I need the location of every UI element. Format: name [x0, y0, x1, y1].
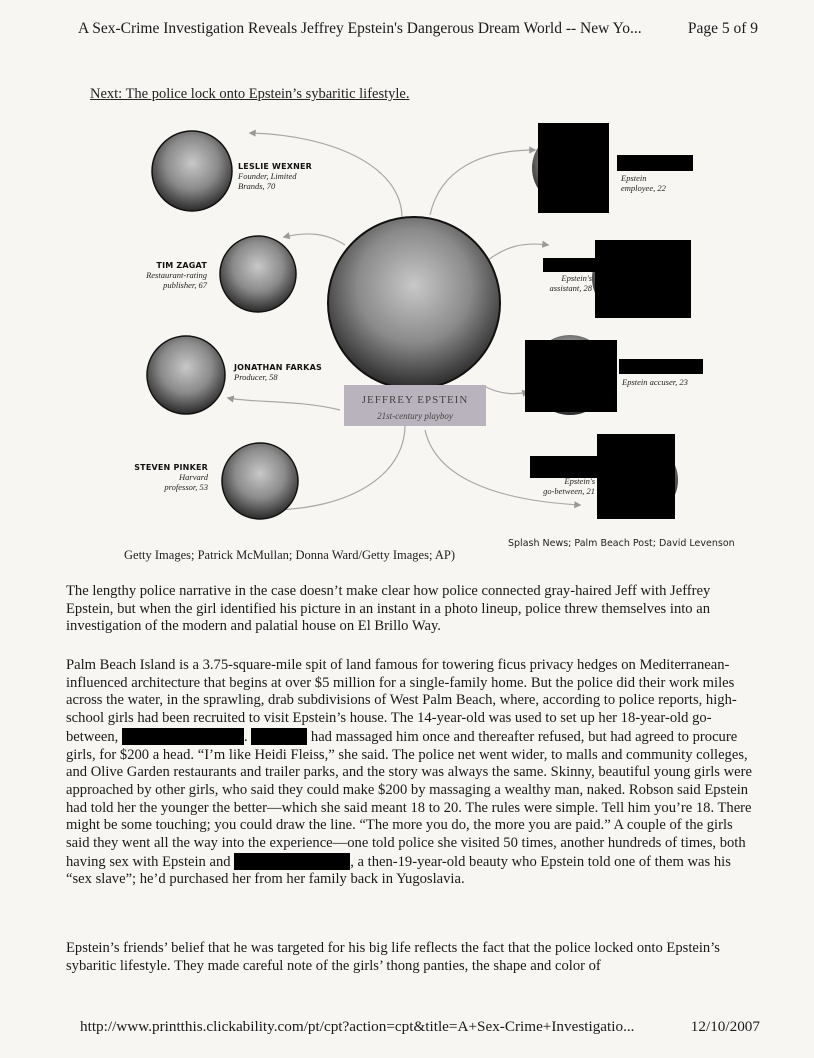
- farkas-portrait: [147, 336, 225, 414]
- header-page-info: Page 5 of 9: [687, 20, 758, 37]
- right-person-assistant: [543, 240, 691, 318]
- gobetween-role-line1: Epstein's: [564, 476, 595, 486]
- pinker-role-line1: Harvard: [179, 472, 208, 482]
- next-link[interactable]: Next: The police lock onto Epstein’s sybaritic lifestyle.: [90, 86, 410, 102]
- zagat-portrait: [220, 236, 296, 312]
- connector-zagat: [284, 234, 345, 245]
- redaction-box: [617, 155, 693, 171]
- redaction-box: [538, 123, 609, 213]
- employee-role-line2: employee, 22: [621, 183, 666, 193]
- assistant-role-line1: Epstein's: [561, 273, 592, 283]
- paragraph-2-part-d: , a then-19-year-old beauty who Epstein told one of them was his “sex slave”; he’d purchased her from her family back in Yugoslavia.: [66, 853, 731, 888]
- pinker-role-line2: professor, 53: [164, 482, 208, 492]
- wexner-role-line1: Founder, Limited: [238, 171, 297, 181]
- photo-credit-left: Getty Images; Patrick McMullan; Donna Ward/Getty Images; AP): [124, 548, 455, 562]
- paragraph-1: The lengthy police narrative in the case doesn’t make clear how police connected gray-haired Jeff with Jeffrey Epstein, but when the girl identified his picture in an instant in a photo lineup, police threw themselves into an investigation of the modern and palatial house on El Brillo Way.: [66, 583, 711, 635]
- photo-credit-right: Splash News; Palm Beach Post; David Levenson: [508, 538, 735, 549]
- page-footer: [80, 1018, 760, 1036]
- footer-url[interactable]: http://www.printthis.clickability.com/pt/cpt?action=cpt&title=A+Sex-Crime+Investigatio...: [80, 1018, 635, 1035]
- farkas-name: JONATHAN FARKAS: [234, 363, 322, 372]
- zagat-name: TIM ZAGAT: [156, 261, 207, 270]
- connector-accuser: [482, 385, 528, 394]
- redaction-box: [543, 258, 595, 272]
- redaction-box: [595, 240, 691, 318]
- paragraph-2-part-c: had massaged him once and thereafter refused, but had agreed to procure girls, for $200 a head. “I’m like Heidi Fleiss,” she said. The police net went wider, to malls and community colleges, and Olive Garden restaurants and trailer parks, and the story was always the same. Skinny, beautiful young girls were approached by other girls, who said they could make $200 by massaging a wealthy man, naked. Robson said Epstein had told her the younger the better—which she said meant 18 to 20. The rules were simple. Tell him you’re 18. There might be some touching; you could draw the line. “The more you do, the more you are paid.” A couple of the girls said they went all the way into the experience—one told police she visited 50 times, another hundreds of times, both having sex with Epstein and: [66, 728, 752, 870]
- redaction-name-2: [251, 728, 307, 745]
- connector-employee: [430, 150, 535, 215]
- employee-role-line1: Epstein: [621, 173, 647, 183]
- connector-farkas: [228, 398, 340, 410]
- wexner-portrait: [152, 131, 232, 211]
- footer-date: 12/10/2007: [690, 1018, 760, 1035]
- assistant-role-line2: assistant, 28: [549, 283, 592, 293]
- zagat-role-line1: Restaurant-rating: [146, 270, 207, 280]
- epstein-portrait: [328, 217, 500, 389]
- paragraph-2-part-b: .: [243, 728, 248, 745]
- accuser-role-line1: Epstein accuser, 23: [622, 377, 688, 387]
- redaction-box: [530, 456, 597, 478]
- right-person-employee: [532, 123, 693, 213]
- center-name: JEFFREY EPSTEIN: [361, 394, 469, 406]
- wexner-role-line2: Brands, 70: [238, 181, 276, 191]
- zagat-role-line2: publisher, 67: [163, 280, 207, 290]
- right-person-accuser: [525, 335, 703, 415]
- paragraph-2-part-a: Palm Beach Island is a 3.75-square-mile spit of land famous for towering ficus privacy hedges on Mediterranean-influenced architecture that begins at over $5 million for a single-family home. But the police did their work miles across the water, in the sprawling, drab subdivisions of West Palm Beach, where, according to police reports, high-school girls had been recruited to visit Epstein’s house. The 14-year-old was used to set up her 18-year-old go-between,: [66, 657, 737, 745]
- right-person-gobetween: [530, 434, 678, 519]
- wexner-name: LESLIE WEXNER: [238, 162, 313, 171]
- paragraph-3: Epstein’s friends’ belief that he was targeted for his big life reflects the fact that the police locked onto Epstein’s sybaritic lifestyle. They made careful note of the girls’ thong panties, the shape and color of: [66, 940, 720, 974]
- farkas-role-line1: Producer, 58: [234, 372, 278, 382]
- redaction-box: [525, 340, 617, 412]
- redaction-name-1: [122, 728, 244, 745]
- gobetween-role-line2: go-between, 21: [543, 486, 595, 496]
- connector-assistant: [482, 244, 548, 265]
- paragraph-2: [66, 657, 756, 889]
- redaction-name-3: [234, 853, 350, 870]
- redaction-box: [597, 434, 675, 519]
- pinker-name: STEVEN PINKER: [134, 463, 208, 472]
- header-title: A Sex-Crime Investigation Reveals Jeffrey Epstein's Dangerous Dream World -- New Yo...: [78, 20, 642, 37]
- center-role: 21st-century playboy: [377, 411, 453, 421]
- pinker-portrait: [222, 443, 298, 519]
- redaction-box: [619, 359, 703, 374]
